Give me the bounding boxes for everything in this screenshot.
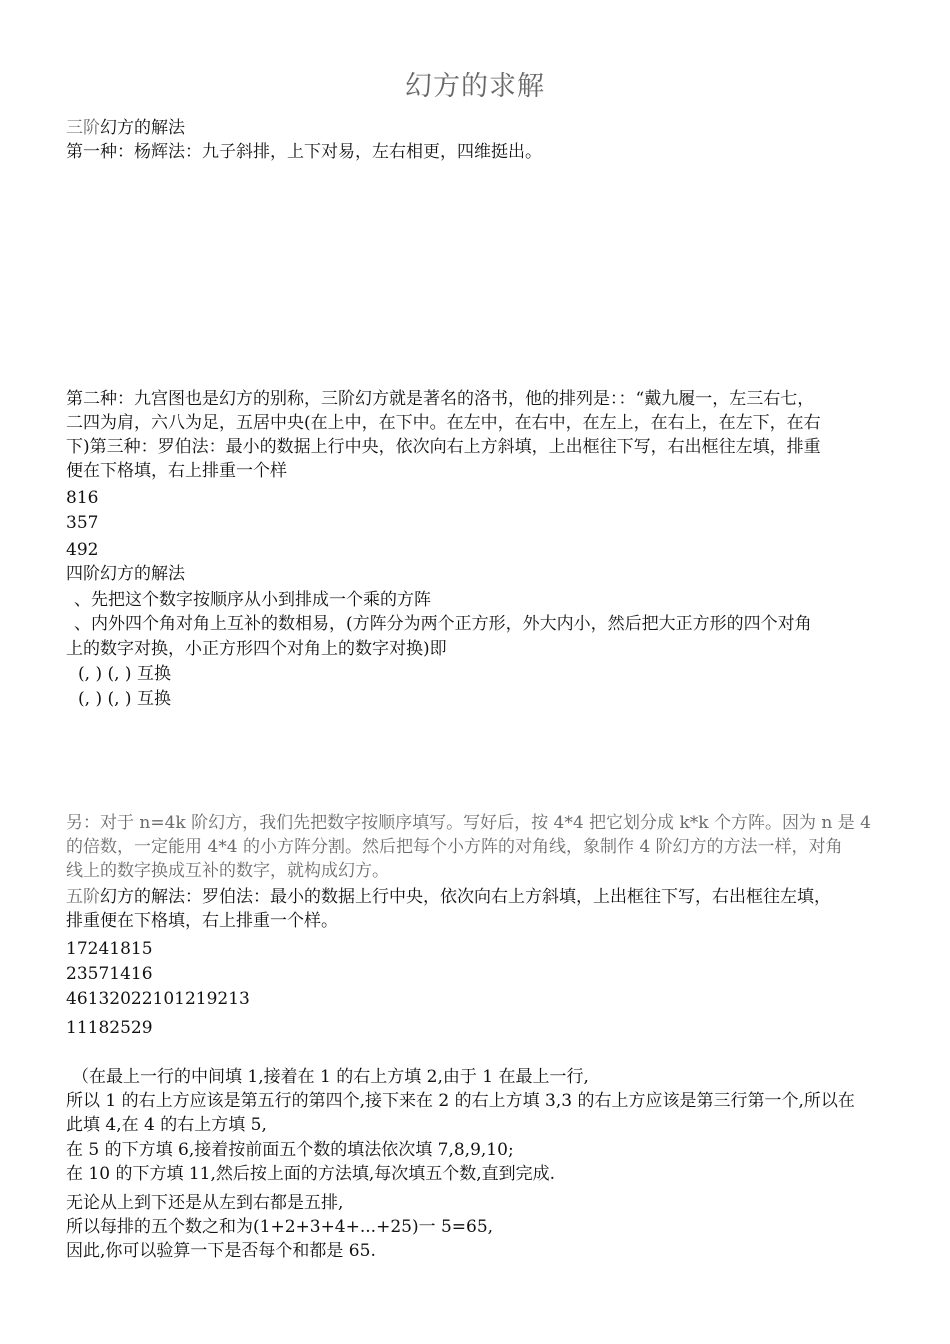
magic-5-row-4: 11182529 (66, 1018, 153, 1038)
section-4-step-2-line-2: 上的数字对换，小正方形四个对角上的数字对换)即 (66, 639, 447, 659)
section-5-text-line-1: 幻方的解法：罗伯法：最小的数据上行中央，依次向右上方斜填，上出框往下写，右出框往左填， (100, 887, 831, 907)
method-1-text: 第一种：杨辉法：九子斜排，上下对易，左右相更，四维挺出。 (66, 142, 542, 162)
section-5-prefix: 五阶 (66, 887, 100, 907)
explanation-line-4: 在 5 的下方填 6,接着按前面五个数的填法依次填 7,8,9,10; (66, 1140, 514, 1160)
explanation-line-5: 在 10 的下方填 11,然后按上面的方法填,每次填五个数,直到完成. (66, 1164, 556, 1184)
method-2-line-2: 二四为肩，六八为足，五居中央(在上中，在下中。在左中，在右中，在左上，在右上，在左下，在右 (66, 413, 821, 433)
magic-5-row-1: 17241815 (66, 939, 153, 959)
another-method-line-3: 线上的数字换成互补的数字，就构成幻方。 (66, 861, 389, 881)
conclusion-line-3: 因此,你可以验算一下是否每个和都是 65. (66, 1241, 376, 1261)
section-4-step-2-line-1: 、内外四个角对角上互补的数相易，(方阵分为两个正方形，外大内小，然后把大正方形的四个对角 (74, 614, 812, 634)
magic-3-row-1: 816 (66, 488, 99, 508)
section-5-text-line-2: 排重便在下格填，右上排重一个样。 (66, 911, 338, 931)
explanation-line-2: 所以 1 的右上方应该是第五行的第四个,接下来在 2 的右上方填 3,3 的右上方应该是第三行第一个,所以在 (66, 1091, 855, 1111)
method-2-line-4: 便在下格填，右上排重一个样 (66, 461, 287, 481)
explanation-line-1: （在最上一行的中间填 1,接着在 1 的右上方填 2,由于 1 在最上一行, (72, 1067, 589, 1087)
magic-3-row-3: 492 (66, 540, 99, 560)
page-title: 幻方的求解 (405, 71, 545, 102)
section-3-suffix: 幻方的解法 (100, 118, 185, 138)
explanation-line-3: 此填 4,在 4 的右上方填 5, (66, 1115, 267, 1135)
magic-3-row-2: 357 (66, 513, 99, 533)
another-method-line-1: 另：对于 n=4k 阶幻方，我们先把数字按顺序填写。写好后，按 4*4 把它划分成 k*k 个方阵。因为 n 是 4 (66, 813, 871, 833)
magic-5-row-3: 46132022101219213 (66, 989, 250, 1009)
section-4-heading: 四阶幻方的解法 (66, 564, 185, 584)
conclusion-line-2: 所以每排的五个数之和为(1+2+3+4+...+25)一 5=65, (66, 1217, 494, 1237)
section-5-heading (66, 885, 924, 909)
magic-5-row-2: 23571416 (66, 964, 153, 984)
swap-line-1: (, ) (, ) 互换 (78, 664, 171, 684)
method-2-line-3: 下)第三种：罗伯法：最小的数据上行中央，依次向右上方斜填，上出框往下写，右出框往左填，排重 (66, 437, 821, 457)
method-2-line-1: 第二种：九宫图也是幻方的别称，三阶幻方就是著名的洛书，他的排列是：：“戴九履一，左三右七， (66, 389, 815, 409)
conclusion-line-1: 无论从上到下还是从左到右都是五排, (66, 1193, 344, 1213)
another-method-line-2: 的倍数，一定能用 4*4 的小方阵分割。然后把每个小方阵的对角线，象制作 4 阶幻方的方法一样，对角 (66, 837, 843, 857)
section-4-step-1: 、先把这个数字按顺序从小到排成一个乘的方阵 (74, 590, 431, 610)
section-3-heading (66, 116, 924, 140)
section-3-prefix: 三阶 (66, 118, 100, 138)
swap-line-2: (, ) (, ) 互换 (78, 689, 171, 709)
